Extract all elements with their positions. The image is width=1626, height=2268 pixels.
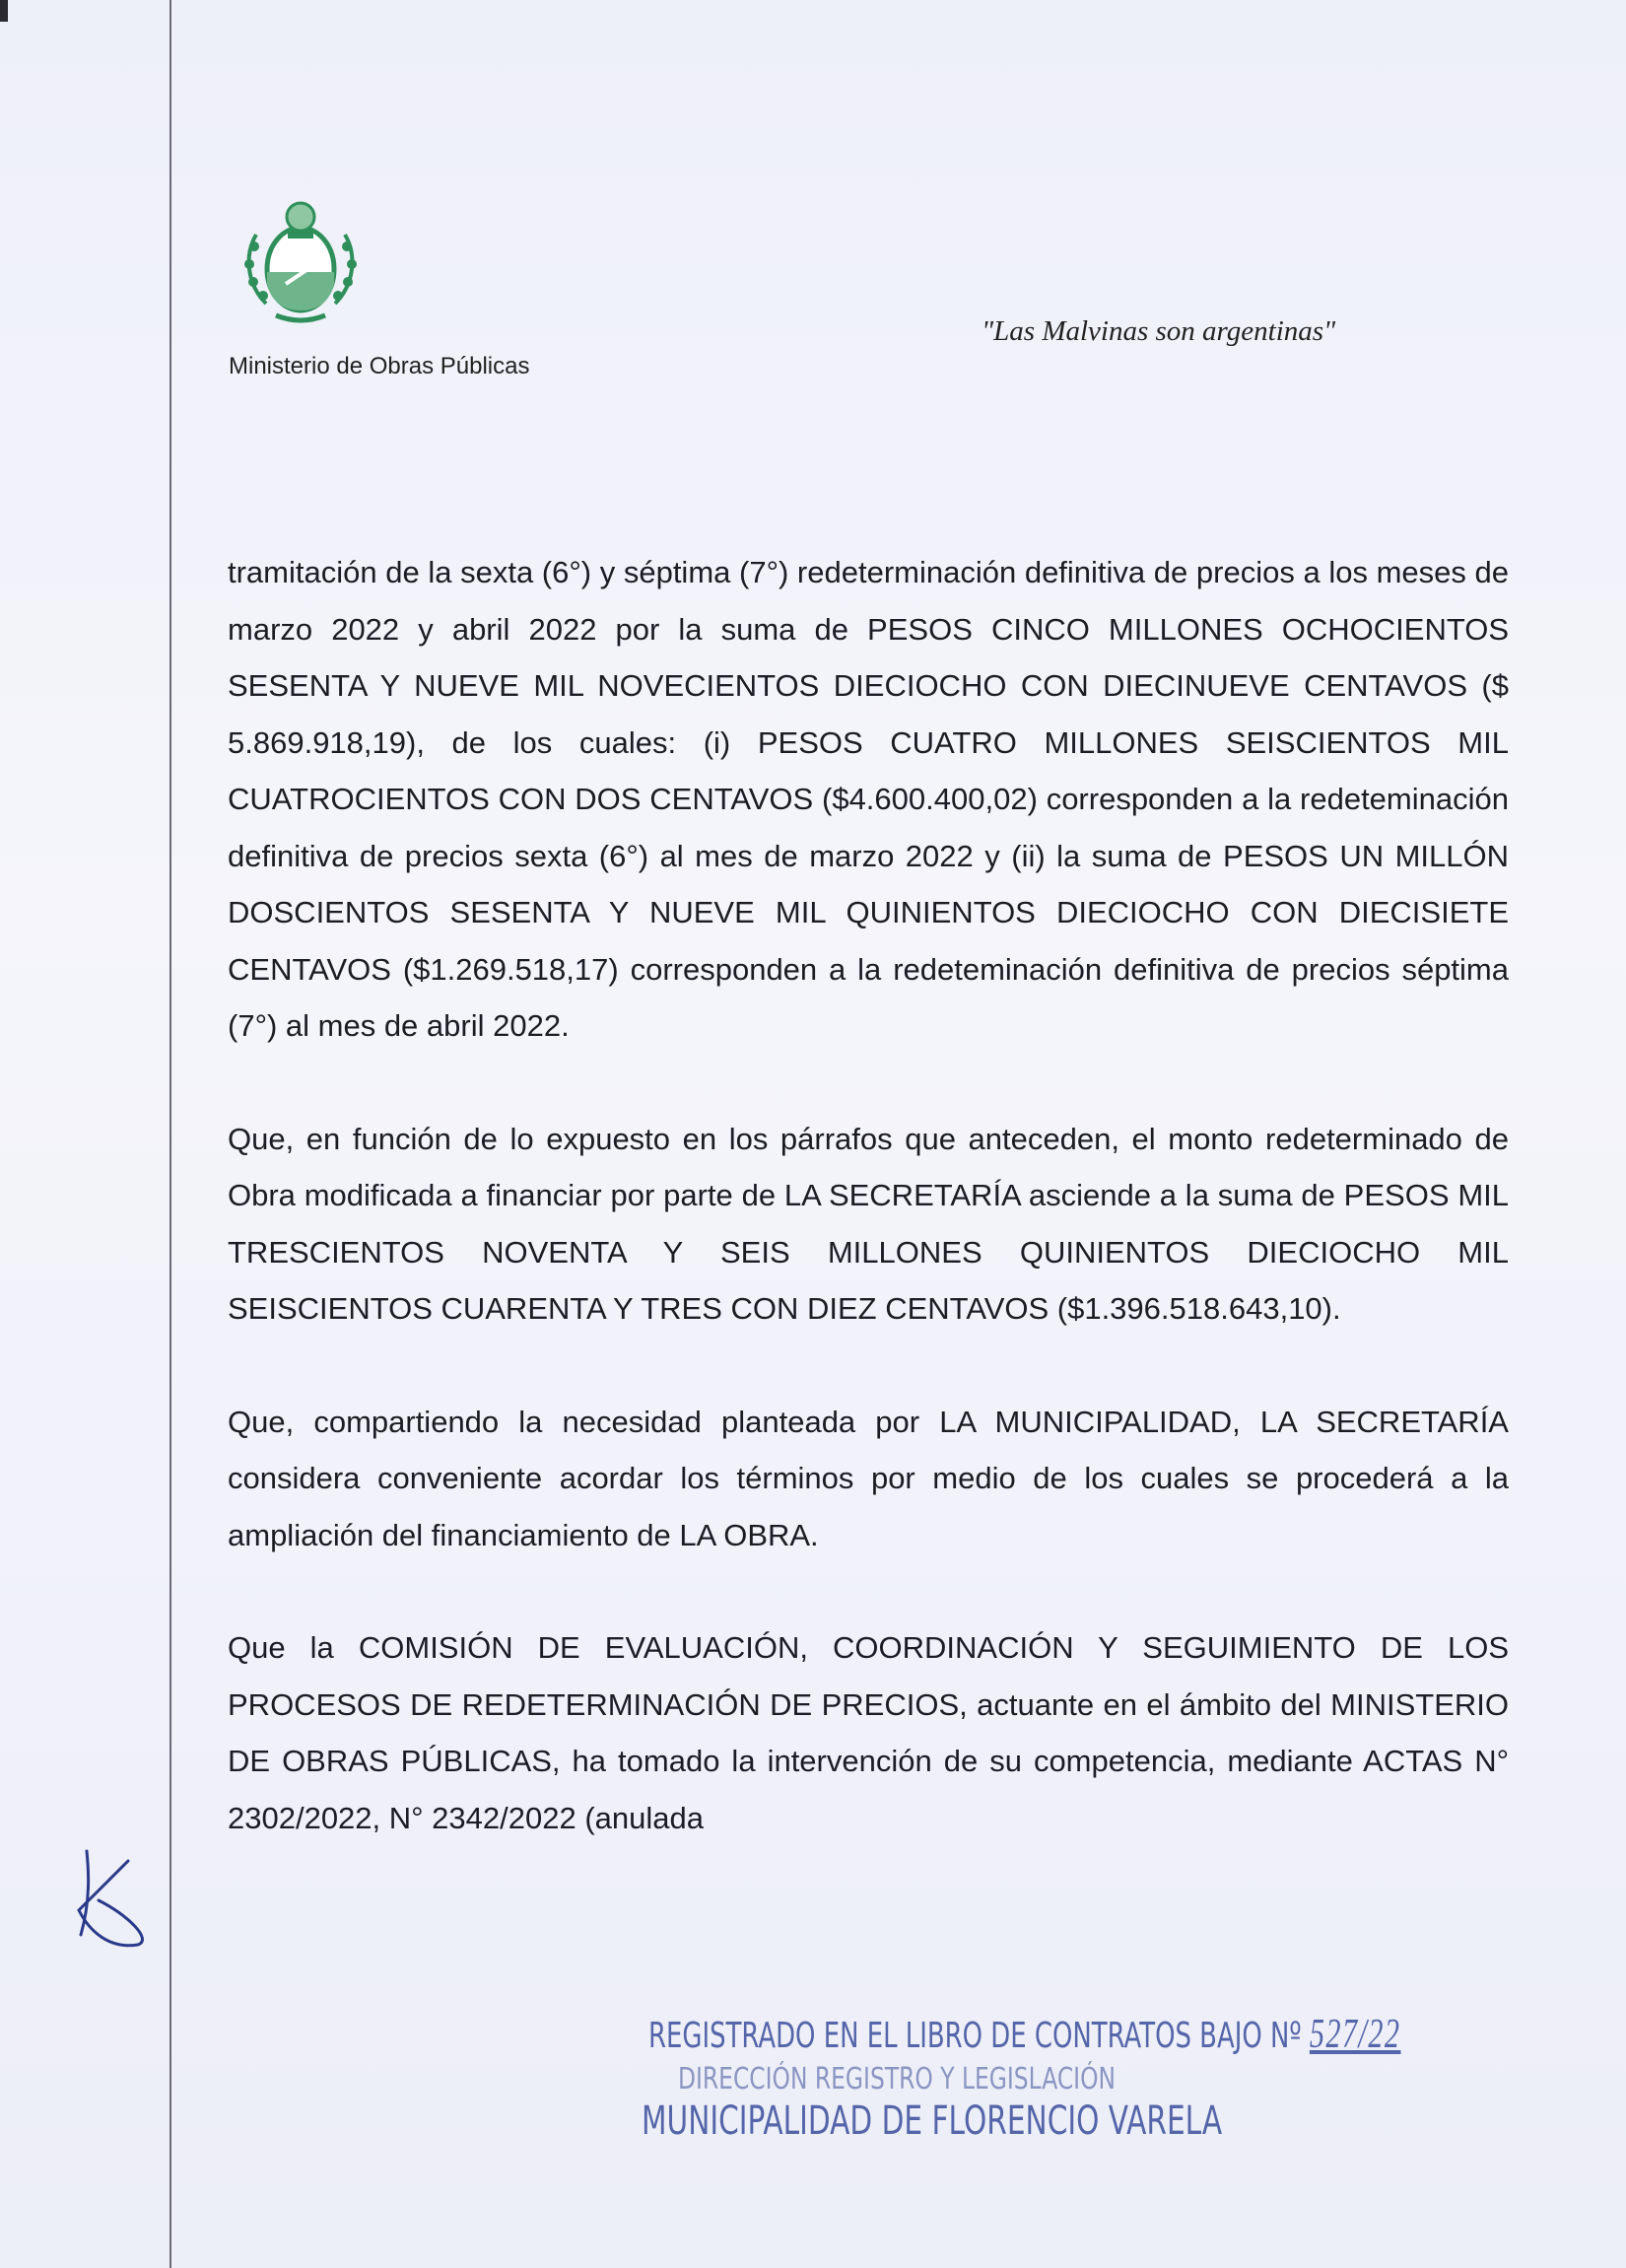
- motto: "Las Malvinas son argentinas": [982, 315, 1336, 347]
- stamp-registration-text: REGISTRADO EN EL LIBRO DE CONTRATOS BAJO Nº: [648, 2016, 1302, 2056]
- paragraph-agreement: Que, compartiendo la necesidad planteada por LA MUNICIPALIDAD, LA SECRETARÍA considera conveniente acordar los términos por medio de los cuales se procederá a la ampliación del financiamiento de LA OBRA.: [228, 1404, 1509, 1552]
- ministry-name: Ministerio de Obras Públicas: [229, 353, 530, 379]
- scan-corner-mark: [0, 0, 8, 22]
- stamp-municipality-line: MUNICIPALIDAD DE FLORENCIO VARELA: [642, 2098, 1223, 2144]
- margin-line: [169, 0, 171, 2268]
- paragraph-redetermination: tramitación de la sexta (6°) y séptima (7°) redeterminación definitiva de precios a los meses de marzo 2022 y abril 2022 por la suma de PESOS CINCO MILLONES OCHOCIENTOS SESENTA Y NUEVE MIL NOVECIENTOS DIECIOCHO CON DIECINUEVE CENTAVOS ($ 5.869.918,19), de los cuales: (i) PESOS CUATRO MILLONES SEISCIENTOS MIL CUATROCIENTOS CON DOS CENTAVOS ($4.600.400,02) corresponden a la redeteminación definitiva de precios sexta (6°) al mes de marzo 2022 y (ii) la suma de PESOS UN MILLÓN DOSCIENTOS SESENTA Y NUEVE MIL QUINIENTOS DIECIOCHO CON DIECISIETE CENTAVOS ($1.269.518,17) corresponden a la redeteminación definitiva de precios séptima (7°) al mes de abril 2022.: [228, 555, 1509, 1043]
- registration-stamp: [552, 2011, 1401, 2144]
- handwritten-initials: [59, 1841, 168, 1959]
- stamp-registration-line: [648, 2011, 1401, 2058]
- stamp-contract-number: 527/22: [1309, 2012, 1401, 2057]
- stamp-direction-line: DIRECCIÓN REGISTRO Y LEGISLACIÓN: [677, 2062, 1117, 2096]
- document-body: [228, 544, 1509, 1846]
- paragraph-commission: Que la COMISIÓN DE EVALUACIÓN, COORDINACIÓN Y SEGUIMIENTO DE LOS PROCESOS DE REDETERMINACIÓN DE PRECIOS, actuante en el ámbito del MINISTERIO DE OBRAS PÚBLICAS, ha tomado la intervención de su competencia, mediante ACTAS N° 2302/2022, N° 2342/2022 (anulada: [228, 1630, 1509, 1835]
- paragraph-amount: Que, en función de lo expuesto en los párrafos que anteceden, el monto redeterminado de Obra modificada a financiar por parte de LA SECRETARÍA asciende a la suma de PESOS MIL TRESCIENTOS NOVENTA Y SEIS MILLONES QUINIENTOS DIECIOCHO MIL SEISCIENTOS CUARENTA Y TRES CON DIEZ CENTAVOS ($1.396.518.643,10).: [228, 1121, 1509, 1326]
- national-coat-of-arms-icon: [237, 185, 365, 333]
